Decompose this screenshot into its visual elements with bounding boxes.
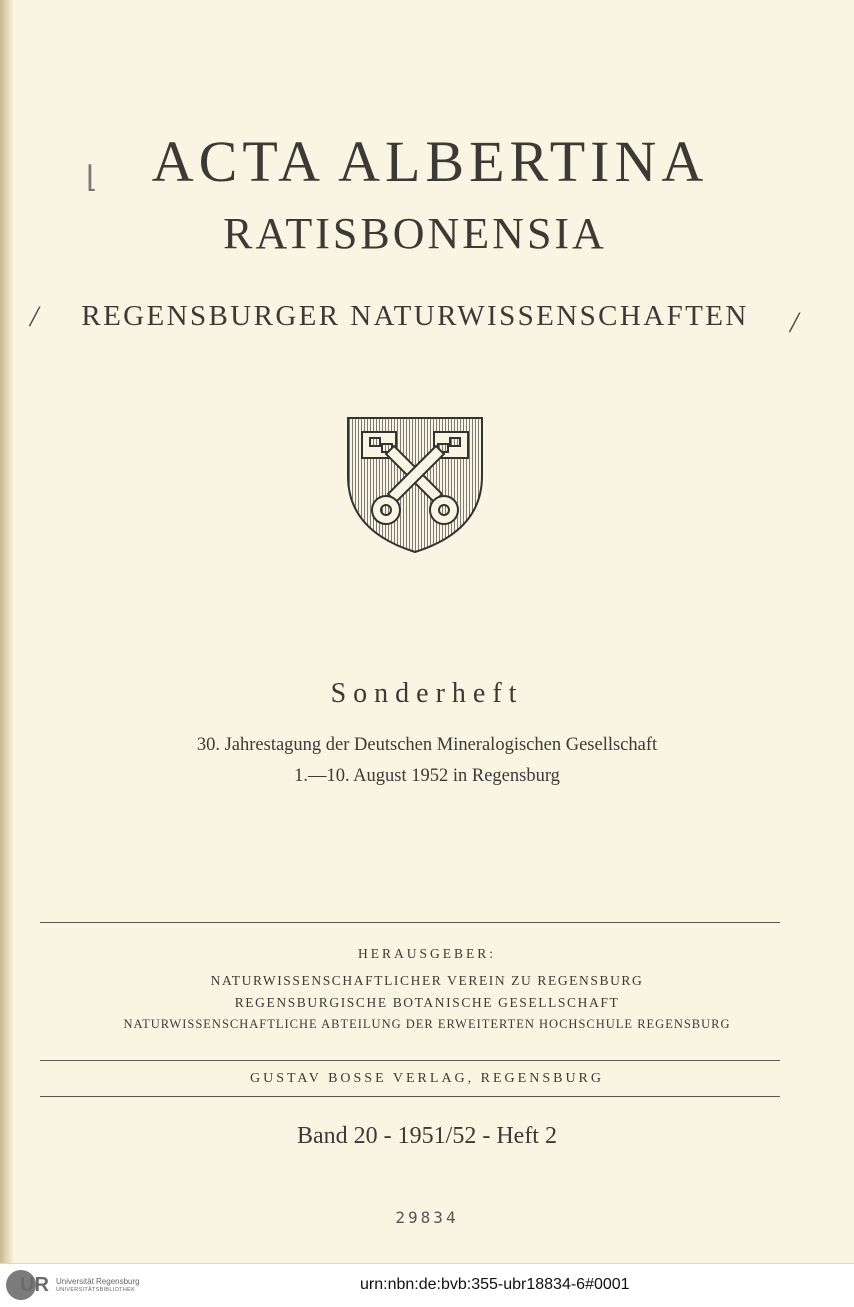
divider-middle — [40, 1060, 780, 1061]
conference-date-line: 1.—10. August 1952 in Regensburg — [294, 766, 560, 786]
title-line-2: RATISBONENSIA — [223, 209, 607, 258]
special-issue-label: Sonderheft — [330, 678, 524, 709]
stamp-number: 29834 — [395, 1208, 459, 1227]
publisher-item-2: REGENSBURGISCHE BOTANISCHE GESELLSCHAFT — [234, 995, 620, 1010]
pencil-slash-right: / — [790, 306, 799, 339]
publisher-item-3: NATURWISSENSCHAFTLICHE ABTEILUNG DER ERWEITERTEN HOCHSCHULE REGENSBURG — [123, 1017, 731, 1031]
regensburg-crossed-keys-crest-icon — [346, 416, 484, 554]
pencil-slash-left: / — [30, 300, 39, 333]
publishers-label: HERAUSGEBER: — [357, 946, 496, 961]
urn-identifier[interactable]: urn:nbn:de:bvb:355-ubr18834-6#0001 — [360, 1276, 630, 1293]
university-name: Universität Regensburg — [56, 1277, 140, 1286]
university-logo-ur: UR — [20, 1274, 49, 1296]
viewer-footer — [0, 1263, 854, 1307]
divider-top — [40, 922, 780, 923]
volume-info: Band 20 - 1951/52 - Heft 2 — [297, 1123, 557, 1149]
publisher-house: GUSTAV BOSSE VERLAG, REGENSBURG — [249, 1071, 605, 1086]
divider-bottom — [40, 1096, 780, 1097]
publisher-item-1: NATURWISSENSCHAFTLICHER VEREIN ZU REGENSBURG — [210, 973, 644, 988]
conference-line: 30. Jahrestagung der Deutschen Mineralogischen Gesellschaft — [196, 735, 658, 755]
title-line-1: ACTA ALBERTINA — [151, 129, 709, 194]
library-name: UNIVERSITÄTSBIBLIOTHEK — [56, 1287, 136, 1293]
pencil-mark-left: ⌊ — [86, 161, 98, 194]
title-line-3: REGENSBURGER NATURWISSENSCHAFTEN — [81, 300, 749, 332]
